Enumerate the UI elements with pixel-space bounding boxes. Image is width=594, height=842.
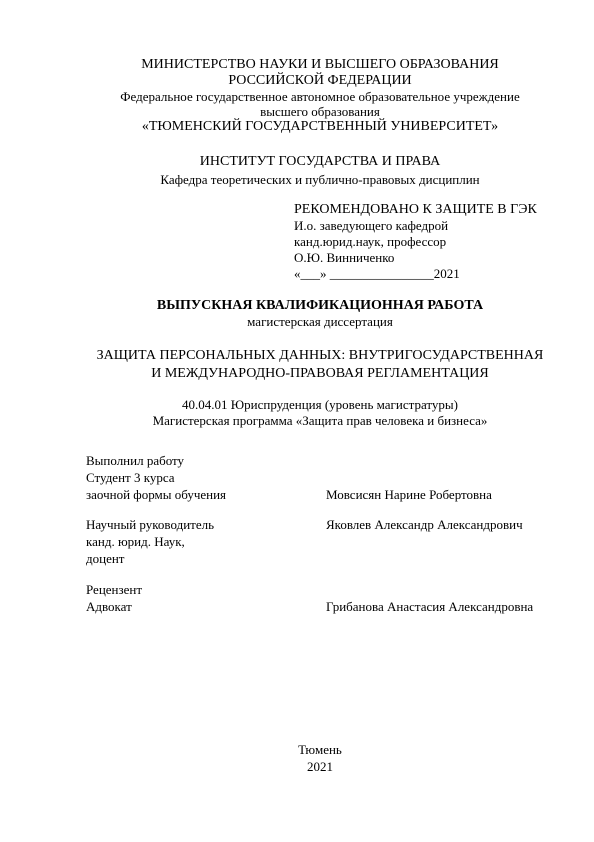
work-topic	[60, 347, 580, 383]
specialty-block	[60, 397, 580, 429]
reviewer-label-line: Адвокат	[86, 599, 132, 614]
supervisor-name: Яковлев Александр Александрович	[326, 517, 523, 532]
department-name: Кафедра теоретических и публично-правовых дисциплин	[160, 172, 480, 187]
city: Тюмень	[298, 742, 342, 757]
supervisor-label-line: канд. юрид. Наук,	[86, 534, 185, 549]
author-label-line: Студент 3 курса	[86, 470, 175, 485]
work-subtype: магистерская диссертация	[247, 314, 393, 329]
author-label-line: заочной формы обучения	[86, 487, 227, 502]
work-type: ВЫПУСКНАЯ КВАЛИФИКАЦИОННАЯ РАБОТА	[156, 298, 484, 313]
supervisor-label-line: доцент	[86, 551, 125, 566]
approval-position: И.о. заведующего кафедрой	[294, 218, 449, 233]
topic-line-2: И МЕЖДУНАРОДНО-ПРАВОВАЯ РЕГЛАМЕНТАЦИЯ	[151, 366, 489, 381]
reviewer-label	[86, 581, 316, 615]
university-name: «ТЮМЕНСКИЙ ГОСУДАРСТВЕННЫЙ УНИВЕРСИТЕТ»	[141, 119, 499, 134]
approval-heading: РЕКОМЕНДОВАНО К ЗАЩИТЕ В ГЭК	[294, 202, 537, 217]
reviewer-label-line: Рецензент	[86, 582, 143, 597]
institution-type: Федеральное государственное автономное образовательное учреждение	[120, 89, 520, 104]
footer	[60, 741, 580, 775]
supervisor-label	[86, 516, 316, 567]
approval-name: О.Ю. Винниченко	[294, 250, 395, 265]
ministry-name: МИНИСТЕРСТВО НАУКИ И ВЫСШЕГО ОБРАЗОВАНИЯ	[141, 57, 499, 72]
reviewer-name: Грибанова Анастасия Александровна	[326, 599, 534, 614]
approval-block	[294, 202, 584, 282]
federation-name: РОССИЙСКОЙ ФЕДЕРАЦИИ	[228, 73, 412, 88]
approval-degree: канд.юрид.наук, профессор	[294, 234, 447, 249]
author-label	[86, 452, 316, 503]
education-level: высшего образования	[260, 104, 380, 119]
author-name: Мовсисян Нарине Робертовна	[326, 487, 492, 502]
specialty: 40.04.01 Юриспруденция (уровень магистратуры)	[182, 397, 458, 412]
supervisor-label-line: Научный руководитель	[86, 517, 215, 532]
year: 2021	[307, 759, 333, 774]
institute-block	[60, 154, 580, 187]
program: Магистерская программа «Защита прав человека и бизнеса»	[152, 413, 488, 428]
approval-date: «___» ________________2021	[294, 266, 460, 281]
ministry-header	[60, 57, 580, 135]
topic-line-1: ЗАЩИТА ПЕРСОНАЛЬНЫХ ДАННЫХ: ВНУТРИГОСУДАРСТВЕННАЯ	[96, 348, 544, 363]
author-label-line: Выполнил работу	[86, 453, 185, 468]
institute-name: ИНСТИТУТ ГОСУДАРСТВА И ПРАВА	[199, 154, 441, 169]
work-title-block	[60, 298, 580, 329]
